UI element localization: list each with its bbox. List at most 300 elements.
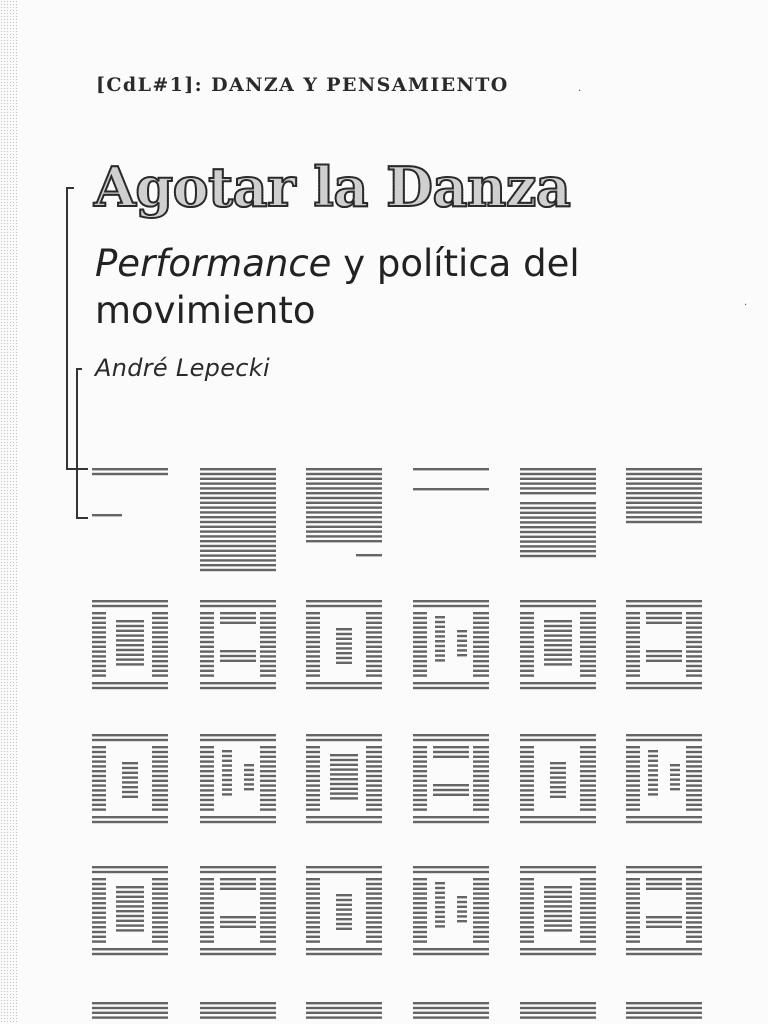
pattern-bar <box>580 612 596 614</box>
pattern-bar <box>152 902 168 904</box>
pattern-bar <box>686 912 702 914</box>
pattern-bar <box>520 907 534 909</box>
pattern-bar <box>306 468 382 470</box>
pattern-bar <box>152 631 168 633</box>
pattern-bar <box>152 756 168 758</box>
pattern-bar <box>580 751 596 753</box>
pattern-bar <box>544 910 572 912</box>
pattern-bar <box>413 926 427 928</box>
pattern-bar <box>626 521 702 523</box>
pattern-bar <box>626 626 640 628</box>
pattern-bar <box>366 751 382 753</box>
pattern-bar <box>626 511 702 513</box>
pattern-bar <box>413 953 489 955</box>
pattern-bar <box>366 804 382 806</box>
pattern-bar <box>520 926 534 928</box>
pattern-bar <box>152 650 168 652</box>
pattern-bar <box>200 756 214 758</box>
pattern-bar <box>152 916 168 918</box>
pattern-bar <box>260 631 276 633</box>
pattern-bar <box>116 891 144 893</box>
pattern-bar <box>366 916 382 918</box>
pattern-bar <box>520 650 534 652</box>
pattern-bar <box>413 641 427 643</box>
pattern-bar <box>366 674 382 676</box>
pattern-bar <box>580 780 596 782</box>
pattern-bar <box>244 769 254 771</box>
pattern-bar <box>260 883 276 885</box>
pattern-bar <box>580 799 596 801</box>
pattern-bar <box>220 617 256 619</box>
pattern-bar <box>435 892 445 894</box>
pattern-bar <box>116 644 144 646</box>
pattern-bar <box>626 516 702 518</box>
pattern-bar <box>200 739 276 741</box>
pattern-bar <box>220 926 256 928</box>
pattern-bar <box>330 788 358 790</box>
pattern-bar <box>544 915 572 917</box>
pattern-bar <box>626 948 702 950</box>
pattern-bar <box>413 940 427 942</box>
pattern-bar <box>473 660 489 662</box>
pattern-bar <box>306 746 320 748</box>
pattern-bar <box>473 921 489 923</box>
pattern-bar <box>473 770 489 772</box>
pattern-bar <box>366 902 382 904</box>
pattern-bar <box>520 897 534 899</box>
pattern-bar <box>413 936 427 938</box>
pattern-bar <box>306 605 382 607</box>
scan-edge-noise <box>0 0 18 1024</box>
pattern-bar <box>580 794 596 796</box>
pattern-bar <box>473 936 489 938</box>
pattern-bar <box>520 617 534 619</box>
pattern-bar <box>670 788 680 790</box>
pattern-bar <box>544 658 572 660</box>
pattern-bar <box>336 928 352 930</box>
pattern-bar <box>200 564 276 566</box>
pattern-bar <box>260 902 276 904</box>
pattern-bar <box>686 751 702 753</box>
pattern-bar <box>200 866 276 868</box>
pattern-bar <box>92 617 106 619</box>
pattern-bar <box>200 799 214 801</box>
pattern-bar <box>152 804 168 806</box>
pattern-bar <box>200 540 276 542</box>
pattern-bar <box>626 770 640 772</box>
pattern-bar <box>116 658 144 660</box>
pattern-bar <box>544 905 572 907</box>
pattern-bar <box>220 612 256 614</box>
pattern-bar <box>200 487 276 489</box>
pattern-bar <box>306 799 320 801</box>
pattern-bar <box>92 866 168 868</box>
pattern-bar <box>580 617 596 619</box>
pattern-bar <box>626 739 702 741</box>
pattern-bar <box>336 918 352 920</box>
pattern-bar <box>435 616 445 618</box>
pattern-bar <box>520 660 534 662</box>
pattern-bar <box>152 936 168 938</box>
pattern-bar <box>580 907 596 909</box>
pattern-bar <box>580 912 596 914</box>
pattern-bar <box>306 636 320 638</box>
pattern-bar <box>92 660 106 662</box>
pattern-bar <box>626 804 640 806</box>
pattern-bar <box>626 487 702 489</box>
pattern-bar <box>116 639 144 641</box>
pattern-bar <box>306 739 382 741</box>
pattern-bar <box>200 892 214 894</box>
pattern-bar <box>580 756 596 758</box>
pattern-bar <box>366 907 382 909</box>
pattern-bar <box>473 617 489 619</box>
pattern-bar <box>520 555 596 557</box>
pattern-bar <box>260 765 276 767</box>
pattern-bar <box>116 900 144 902</box>
pattern-bar <box>520 670 534 672</box>
pattern-bar <box>92 665 106 667</box>
pattern-bar <box>413 626 427 628</box>
pattern-bar <box>686 926 702 928</box>
pattern-bar <box>413 655 427 657</box>
pattern-bar <box>473 907 489 909</box>
pattern-bar <box>413 931 427 933</box>
pattern-bar <box>413 746 427 748</box>
pattern-bar <box>544 639 572 641</box>
pattern-bar <box>520 1007 596 1009</box>
pattern-bar <box>648 779 658 781</box>
pattern-bar <box>580 636 596 638</box>
pattern-bar <box>520 770 534 772</box>
pattern-bar <box>306 808 320 810</box>
pattern-bar <box>413 883 427 885</box>
pattern-bar <box>306 478 382 480</box>
pattern-bar <box>473 631 489 633</box>
pattern-bar <box>686 789 702 791</box>
pattern-bar <box>92 646 106 648</box>
pattern-bar <box>330 768 358 770</box>
pattern-bar <box>544 891 572 893</box>
pattern-bar <box>520 780 534 782</box>
pattern-bar <box>580 897 596 899</box>
pattern-bar <box>220 622 256 624</box>
pattern-bar <box>626 682 702 684</box>
pattern-bar <box>520 600 596 602</box>
pattern-bar <box>152 622 168 624</box>
pattern-bar <box>336 633 352 635</box>
pattern-bar <box>520 1002 596 1004</box>
pattern-bar <box>336 647 352 649</box>
pattern-bar <box>457 649 467 651</box>
pattern-bar <box>222 764 232 766</box>
pattern-bar <box>580 746 596 748</box>
pattern-bar <box>413 488 489 490</box>
pattern-bar <box>200 765 214 767</box>
pattern-bar <box>200 794 214 796</box>
bracket-line <box>66 187 68 469</box>
pattern-bar <box>580 650 596 652</box>
pattern-bar <box>200 650 214 652</box>
pattern-bar <box>686 770 702 772</box>
pattern-bar <box>580 916 596 918</box>
pattern-bar <box>366 897 382 899</box>
subtitle-rest: y política del movimiento <box>95 242 580 332</box>
pattern-bar <box>580 931 596 933</box>
pattern-bar <box>200 751 214 753</box>
pattern-bar <box>92 514 122 516</box>
pattern-bar <box>520 936 534 938</box>
pattern-bar <box>520 871 596 873</box>
pattern-bar <box>306 892 320 894</box>
pattern-bar <box>473 789 489 791</box>
pattern-bar <box>92 907 106 909</box>
pattern-bar <box>520 545 596 547</box>
pattern-bar <box>626 916 640 918</box>
pattern-bar <box>366 770 382 772</box>
pattern-bar <box>92 799 106 801</box>
pattern-bar <box>366 892 382 894</box>
pattern-bar <box>366 794 382 796</box>
pattern-bar <box>260 751 276 753</box>
pattern-bar <box>122 791 138 793</box>
pattern-bar <box>648 784 658 786</box>
pattern-bar <box>413 734 489 736</box>
pattern-bar <box>152 892 168 894</box>
pattern-bar <box>580 789 596 791</box>
pattern-bar <box>260 780 276 782</box>
pattern-bar <box>413 765 427 767</box>
pattern-bar <box>646 878 682 880</box>
pattern-bar <box>222 784 232 786</box>
pattern-bar <box>152 883 168 885</box>
pattern-bar <box>330 759 358 761</box>
pattern-bar <box>413 916 427 918</box>
pattern-bar <box>646 660 682 662</box>
pattern-bar <box>306 631 320 633</box>
pattern-bar <box>366 936 382 938</box>
pattern-bar <box>306 535 382 537</box>
pattern-bar <box>116 654 144 656</box>
pattern-bar <box>116 896 144 898</box>
pattern-bar <box>413 605 489 607</box>
pattern-bar <box>152 912 168 914</box>
pattern-bar <box>413 784 427 786</box>
pattern-bar <box>520 765 534 767</box>
pattern-bar <box>686 902 702 904</box>
pattern-bar <box>116 620 144 622</box>
pattern-bar <box>92 916 106 918</box>
pattern-bar <box>330 797 358 799</box>
pattern-bar <box>366 660 382 662</box>
pattern-bar <box>686 636 702 638</box>
pattern-bar <box>473 760 489 762</box>
pattern-bar <box>520 816 596 818</box>
pattern-bar <box>200 516 276 518</box>
pattern-bar <box>626 883 640 885</box>
pattern-bar <box>152 907 168 909</box>
pattern-bar <box>260 789 276 791</box>
pattern-bar <box>306 482 382 484</box>
pattern-bar <box>366 780 382 782</box>
pattern-bar <box>306 492 382 494</box>
pattern-bar <box>200 511 276 513</box>
pattern-bar <box>520 507 596 509</box>
pattern-bar <box>200 655 214 657</box>
pattern-bar <box>626 636 640 638</box>
pattern-bar <box>200 674 214 676</box>
pattern-bar <box>413 789 427 791</box>
book-subtitle <box>95 240 715 334</box>
pattern-bar <box>520 760 534 762</box>
pattern-bar <box>473 799 489 801</box>
pattern-bar <box>473 751 489 753</box>
pattern-bar <box>580 646 596 648</box>
pattern-bar <box>580 775 596 777</box>
pattern-bar <box>580 665 596 667</box>
pattern-bar <box>473 916 489 918</box>
pattern-bar <box>152 784 168 786</box>
pattern-bar <box>626 1016 702 1018</box>
pattern-bar <box>200 926 214 928</box>
pattern-bar <box>200 569 276 571</box>
pattern-bar <box>473 641 489 643</box>
pattern-bar <box>580 902 596 904</box>
pattern-bar <box>92 739 168 741</box>
pattern-bar <box>626 605 702 607</box>
pattern-bar <box>260 617 276 619</box>
pattern-bar <box>580 804 596 806</box>
pattern-bar <box>306 804 320 806</box>
pattern-bar <box>222 774 232 776</box>
pattern-bar <box>520 526 596 528</box>
bracket-lower-tick-bottom <box>76 517 88 519</box>
pattern-bar <box>306 511 382 513</box>
pattern-bar <box>626 912 640 914</box>
pattern-bar <box>306 665 320 667</box>
pattern-bar <box>473 878 489 880</box>
pattern-bar <box>306 526 382 528</box>
pattern-bar <box>336 904 352 906</box>
pattern-bar <box>152 655 168 657</box>
pattern-bar <box>260 650 276 652</box>
pattern-bar <box>260 612 276 614</box>
pattern-bar <box>413 821 489 823</box>
pattern-bar <box>260 907 276 909</box>
pattern-bar <box>244 788 254 790</box>
pattern-bar <box>200 775 214 777</box>
pattern-bar <box>260 770 276 772</box>
pattern-bar <box>306 953 382 955</box>
pattern-bar <box>366 617 382 619</box>
pattern-bar <box>473 670 489 672</box>
pattern-bar <box>686 670 702 672</box>
pattern-bar <box>306 660 320 662</box>
pattern-bar <box>152 646 168 648</box>
pattern-bar <box>550 796 566 798</box>
pattern-bar <box>626 808 640 810</box>
pattern-bar <box>580 940 596 942</box>
pattern-bar <box>92 751 106 753</box>
book-title: Agotar la Danza <box>94 155 571 219</box>
pattern-bar <box>152 888 168 890</box>
pattern-bar <box>550 786 566 788</box>
pattern-bar <box>413 636 427 638</box>
pattern-bar <box>306 516 382 518</box>
pattern-bar <box>413 617 427 619</box>
pattern-bar <box>152 780 168 782</box>
pattern-bar <box>520 734 596 736</box>
pattern-bar <box>520 931 534 933</box>
pattern-bar <box>260 916 276 918</box>
pattern-bar <box>413 1007 489 1009</box>
pattern-bar <box>152 799 168 801</box>
pattern-bar <box>260 665 276 667</box>
pattern-bar <box>92 816 168 818</box>
pattern-bar <box>200 1002 276 1004</box>
pattern-bar <box>520 516 596 518</box>
pattern-bar <box>200 492 276 494</box>
scan-speck: · <box>578 86 582 97</box>
pattern-bar <box>200 1012 276 1014</box>
pattern-bar <box>152 878 168 880</box>
pattern-bar <box>686 808 702 810</box>
pattern-bar <box>306 775 320 777</box>
pattern-bar <box>306 756 320 758</box>
pattern-bar <box>222 760 232 762</box>
pattern-bar <box>626 789 640 791</box>
pattern-bar <box>550 772 566 774</box>
pattern-bar <box>580 883 596 885</box>
pattern-bar <box>457 901 467 903</box>
pattern-bar <box>457 915 467 917</box>
pattern-bar <box>520 799 534 801</box>
pattern-bar <box>306 674 320 676</box>
pattern-bar <box>580 622 596 624</box>
pattern-bar <box>550 767 566 769</box>
pattern-bar <box>413 687 489 689</box>
pattern-bar <box>520 536 596 538</box>
pattern-bar <box>306 926 320 928</box>
pattern-bar <box>520 502 596 504</box>
pattern-bar <box>306 871 382 873</box>
pattern-bar <box>544 896 572 898</box>
bracket-lower-line <box>76 368 78 518</box>
pattern-bar <box>200 760 214 762</box>
pattern-bar <box>260 756 276 758</box>
pattern-bar <box>220 883 256 885</box>
pattern-bar <box>200 545 276 547</box>
pattern-bar <box>457 896 467 898</box>
pattern-bar <box>306 883 320 885</box>
pattern-bar <box>457 654 467 656</box>
pattern-bar <box>413 1002 489 1004</box>
pattern-bar <box>435 896 445 898</box>
pattern-bar <box>520 953 596 955</box>
pattern-bar <box>244 764 254 766</box>
pattern-bar <box>626 746 640 748</box>
pattern-bar <box>116 920 144 922</box>
pattern-bar <box>92 888 106 890</box>
pattern-bar <box>306 907 320 909</box>
pattern-bar <box>306 622 320 624</box>
pattern-bar <box>646 655 682 657</box>
pattern-bar <box>306 1007 382 1009</box>
pattern-bar <box>626 780 640 782</box>
pattern-bar <box>306 540 382 542</box>
pattern-bar <box>366 636 382 638</box>
pattern-bar <box>92 936 106 938</box>
